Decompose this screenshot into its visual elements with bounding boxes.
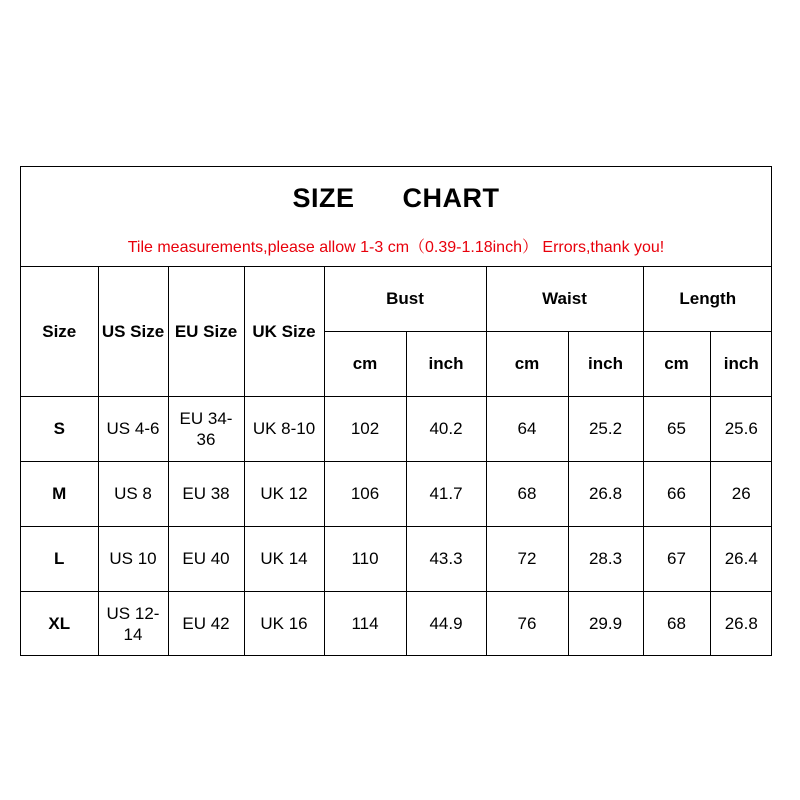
header-row-groups [21,267,772,331]
measurement-note: Tile measurements,please allow 1-3 cm（0.39-1.18inch） Errors,thank you! [127,239,665,256]
header-waist: Waist [486,267,643,331]
cell-waist-cm: 68 [486,461,568,526]
cell-bust-inch: 44.9 [406,591,486,656]
cell-eu-size: EU 40 [168,526,244,591]
cell-us-size: US 12-14 [98,591,168,656]
cell-waist-inch: 26.8 [568,461,643,526]
cell-size: S [21,396,98,461]
header-bust-inch: inch [406,331,486,396]
cell-bust-cm: 102 [324,396,406,461]
cell-bust-inch: 40.2 [406,396,486,461]
cell-length-inch: 25.6 [710,396,772,461]
table-row [21,526,772,591]
cell-eu-size: EU 34-36 [168,396,244,461]
cell-waist-cm: 72 [486,526,568,591]
table-row [21,396,772,461]
chart-header [21,167,771,267]
header-bust: Bust [324,267,486,331]
cell-us-size: US 10 [98,526,168,591]
cell-waist-cm: 64 [486,396,568,461]
title-word-size: SIZE [292,183,355,213]
cell-waist-cm: 76 [486,591,568,656]
cell-size: M [21,461,98,526]
cell-length-cm: 68 [643,591,710,656]
header-length: Length [643,267,772,331]
cell-waist-inch: 25.2 [568,396,643,461]
header-bust-cm: cm [324,331,406,396]
header-length-cm: cm [643,331,710,396]
size-chart [20,166,772,656]
cell-eu-size: EU 38 [168,461,244,526]
cell-size: L [21,526,98,591]
cell-uk-size: UK 8-10 [244,396,324,461]
cell-length-cm: 65 [643,396,710,461]
cell-size: XL [21,591,98,656]
cell-length-inch: 26.8 [710,591,772,656]
header-size: Size [21,267,98,396]
header-uk-size: UK Size [244,267,324,396]
table-row [21,591,772,656]
cell-waist-inch: 28.3 [568,526,643,591]
cell-uk-size: UK 12 [244,461,324,526]
cell-us-size: US 4-6 [98,396,168,461]
cell-length-inch: 26 [710,461,772,526]
title-word-chart: CHART [402,183,500,213]
cell-eu-size: EU 42 [168,591,244,656]
table-row [21,461,772,526]
header-eu-size: EU Size [168,267,244,396]
header-us-size: US Size [98,267,168,396]
size-table [21,267,772,656]
cell-bust-cm: 114 [324,591,406,656]
cell-length-inch: 26.4 [710,526,772,591]
chart-title [21,183,771,214]
cell-uk-size: UK 14 [244,526,324,591]
header-waist-inch: inch [568,331,643,396]
header-length-inch: inch [710,331,772,396]
cell-bust-cm: 106 [324,461,406,526]
cell-uk-size: UK 16 [244,591,324,656]
cell-bust-inch: 41.7 [406,461,486,526]
cell-waist-inch: 29.9 [568,591,643,656]
header-waist-cm: cm [486,331,568,396]
cell-length-cm: 67 [643,526,710,591]
cell-bust-inch: 43.3 [406,526,486,591]
cell-length-cm: 66 [643,461,710,526]
cell-bust-cm: 110 [324,526,406,591]
cell-us-size: US 8 [98,461,168,526]
